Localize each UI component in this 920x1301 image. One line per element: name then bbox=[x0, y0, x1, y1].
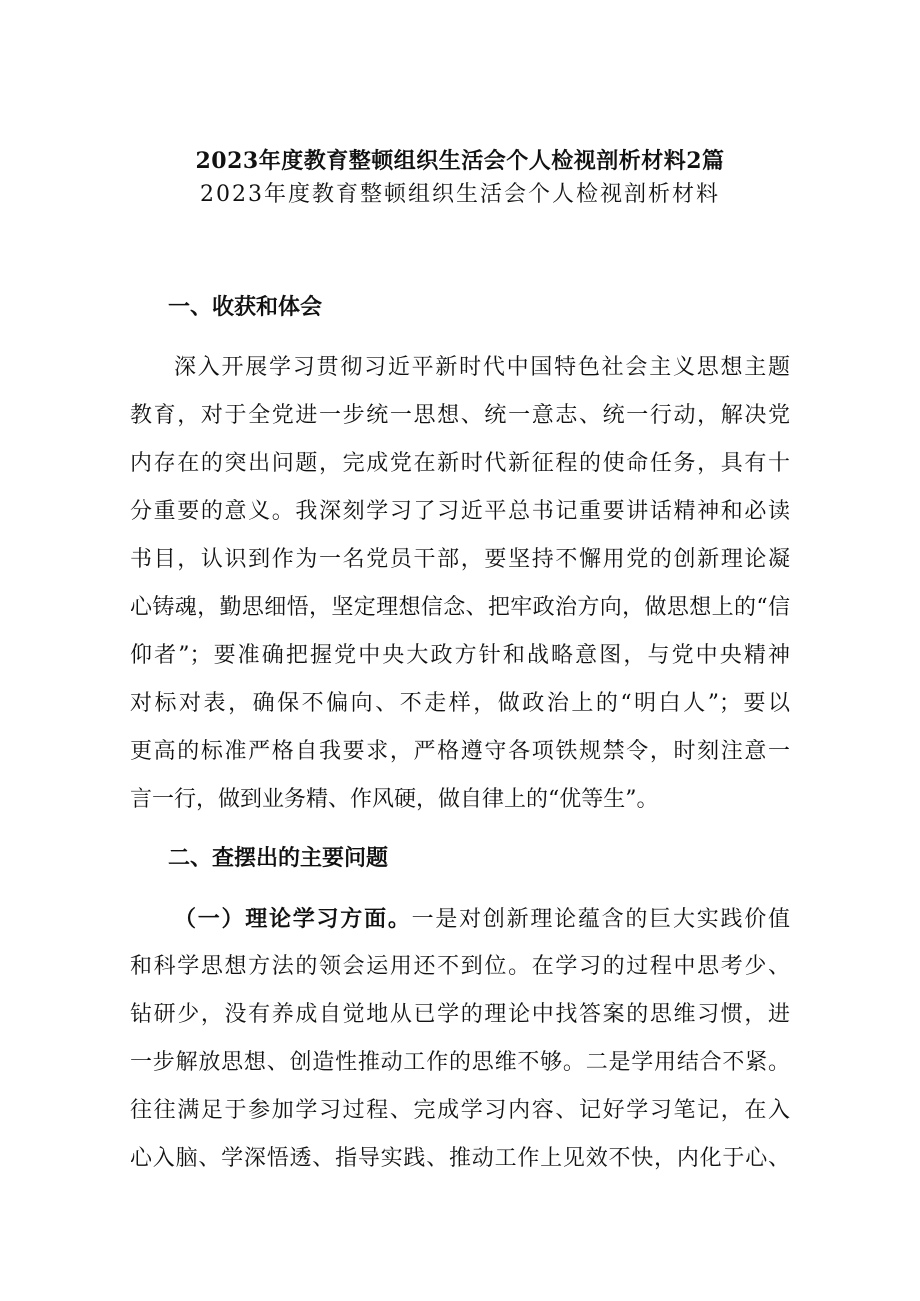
section-paragraph-theory-study bbox=[130, 895, 790, 1183]
paragraph-line-rest: 一是对创新理论蕴含的巨大实践价值 bbox=[411, 907, 790, 932]
subsection-lead-theory-study: （一）理论学习方面。 bbox=[174, 906, 412, 932]
document-title: 2023年度教育整顿组织生活会个人检视剖析材料2篇 bbox=[195, 148, 725, 174]
paragraph-line: 和科学思想方法的领会运用还不到位。在学习的过程中思考少、 bbox=[130, 954, 790, 979]
paragraph-line: 书目，认识到作为一名党员干部，要坚持不懈用党的创新理论凝 bbox=[130, 547, 790, 572]
paragraph-line: 更高的标准严格自我要求，严格遵守各项铁规禁令，时刻注意一 bbox=[130, 739, 790, 764]
section-heading-problems: 二、查摆出的主要问题 bbox=[168, 845, 389, 871]
paragraph-line: 仰者”；要准确把握党中央大政方针和战略意图，与党中央精神 bbox=[130, 643, 790, 668]
paragraph-first-line bbox=[130, 895, 790, 943]
document-subtitle: 2023年度教育整顿组织生活会个人检视剖析材料 bbox=[200, 182, 720, 207]
paragraph-line: 心入脑、学深悟透、指导实践、推动工作上见效不快，内化于心、 bbox=[130, 1146, 790, 1171]
paragraph-line: 钻研少，没有养成自觉地从已学的理论中找答案的思维习惯，进 bbox=[130, 1002, 790, 1027]
paragraph-line: 心铸魂，勤思细悟，坚定理想信念、把牢政治方向，做思想上的“信 bbox=[130, 595, 790, 620]
paragraph-line: 言一行，做到业务精、作风硬，做自律上的“优等生”。 bbox=[130, 787, 659, 812]
paragraph-line: 分重要的意义。我深刻学习了习近平总书记重要讲话精神和必读 bbox=[130, 499, 790, 524]
paragraph-line: 一步解放思想、创造性推动工作的思维不够。二是学用结合不紧。 bbox=[130, 1050, 790, 1075]
paragraph-line: 深入开展学习贯彻习近平新时代中国特色社会主义思想主题 bbox=[174, 355, 790, 380]
section-heading-harvest: 一、收获和体会 bbox=[168, 294, 323, 320]
paragraph-line: 对标对表，确保不偏向、不走样，做政治上的“明白人”；要以 bbox=[130, 691, 790, 716]
paragraph-line: 往往满足于参加学习过程、完成学习内容、记好学习笔记，在入 bbox=[130, 1098, 790, 1123]
section-paragraph-harvest bbox=[130, 344, 790, 824]
paragraph-line: 内存在的突出问题，完成党在新时代新征程的使命任务，具有十 bbox=[130, 451, 790, 476]
paragraph-line: 教育，对于全党进一步统一思想、统一意志、统一行动，解决党 bbox=[130, 403, 790, 428]
